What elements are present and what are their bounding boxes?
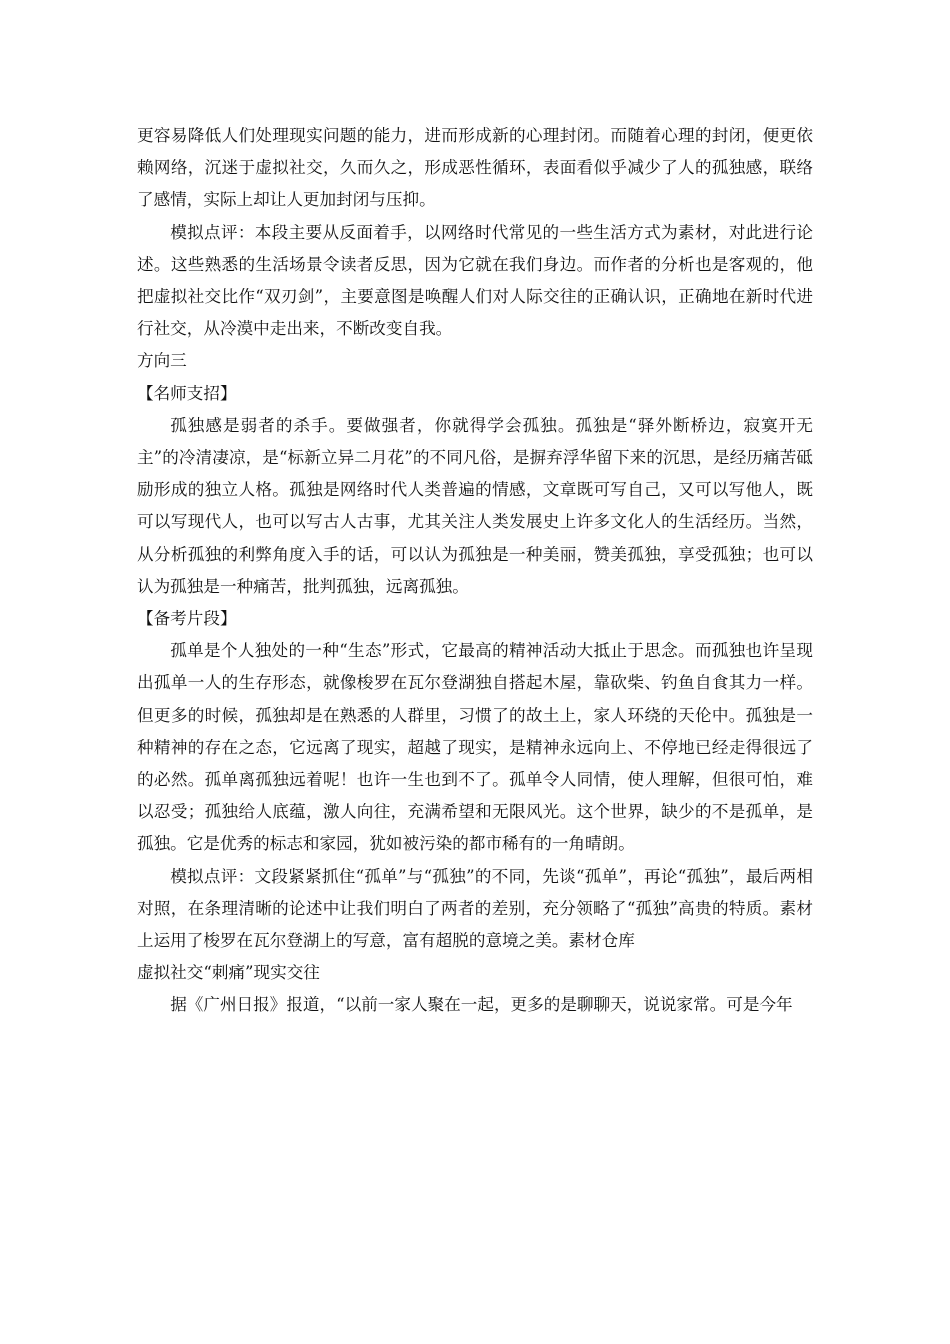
- document-body: [137, 120, 813, 1022]
- paragraph-sample-commentary: 模拟点评：文段紧紧抓住“孤单”与“孤独”的不同，先谈“孤单”，再论“孤独”，最后两相对照，在条理清晰的论述中让我们明白了两者的差别，充分领略了“孤独”高贵的特质。素材上运用了梭罗在瓦尔登湖上的写意，富有超脱的意境之美。素材仓库: [137, 866, 813, 951]
- paragraph-teacher-tips: 孤独感是弱者的杀手。要做强者，你就得学会孤独。孤独是“驿外断桥边，寂寞开无主”的冷清凄凉，是“标新立异二月花”的不同凡俗，是摒弃浮华留下来的沉思，是经历痛苦砥励形成的独立人格。孤独是网络时代人类普遍的情感，文章既可写自己，又可以写他人，既可以写现代人，也可以写古人古事，尤其关注人类发展史上许多文化人的生活经历。当然，从分析孤独的利弊角度入手的话，可以认为孤独是一种美丽，赞美孤独，享受孤独；也可以认为孤独是一种痛苦，批判孤独，远离孤独。: [137, 415, 813, 596]
- section-heading-virtual-social: 虚拟社交“刺痛”现实交往: [137, 963, 320, 983]
- paragraph-commentary: 模拟点评：本段主要从反面着手，以网络时代常见的一些生活方式为素材，对此进行论述。这些熟悉的生活场景令读者反思，因为它就在我们身边。而作者的分析也是客观的，他把虚拟社交比作“双刃剑”，主要意图是唤醒人们对人际交往的正确认识，正确地在新时代进行社交，从冷漠中走出来，不断改变自我。: [137, 222, 813, 339]
- paragraph-continuation: 更容易降低人们处理现实问题的能力，进而形成新的心理封闭。而随着心理的封闭，便更依赖网络，沉迷于虚拟社交，久而久之，形成恶性循环，表面看似乎减少了人的孤独感，联络了感情，实际上却让人更加封闭与压抑。: [137, 126, 813, 210]
- subheading-sample-passage: 【备考片段】: [137, 609, 237, 629]
- section-heading-direction-three: 方向三: [137, 351, 187, 371]
- paragraph-news-report: 据《广州日报》报道，“以前一家人聚在一起，更多的是聊聊天，说说家常。可是今年: [170, 995, 793, 1015]
- paragraph-sample-passage: 孤单是个人独处的一种“生态”形式，它最高的精神活动大抵止于思念。而孤独也许呈现出孤单一人的生存形态，就像梭罗在瓦尔登湖独自搭起木屋，靠砍柴、钓鱼自食其力一样。但更多的时候，孤独却是在熟悉的人群里，习惯了的故土上，家人环绕的天伦中。孤独是一种精神的存在之态，它远离了现实，超越了现实，是精神永远向上、不停地已经走得很远了的必然。孤单离孤独远着呢！也许一生也到不了。孤单令人同情，使人理解，但很可怕，难以忍受；孤独给人底蕴，激人向往，充满希望和无限风光。这个世界，缺少的不是孤单，是孤独。它是优秀的标志和家园，犹如被污染的都市稀有的一角晴朗。: [137, 641, 813, 854]
- subheading-teacher-tips: 【名师支招】: [137, 383, 237, 403]
